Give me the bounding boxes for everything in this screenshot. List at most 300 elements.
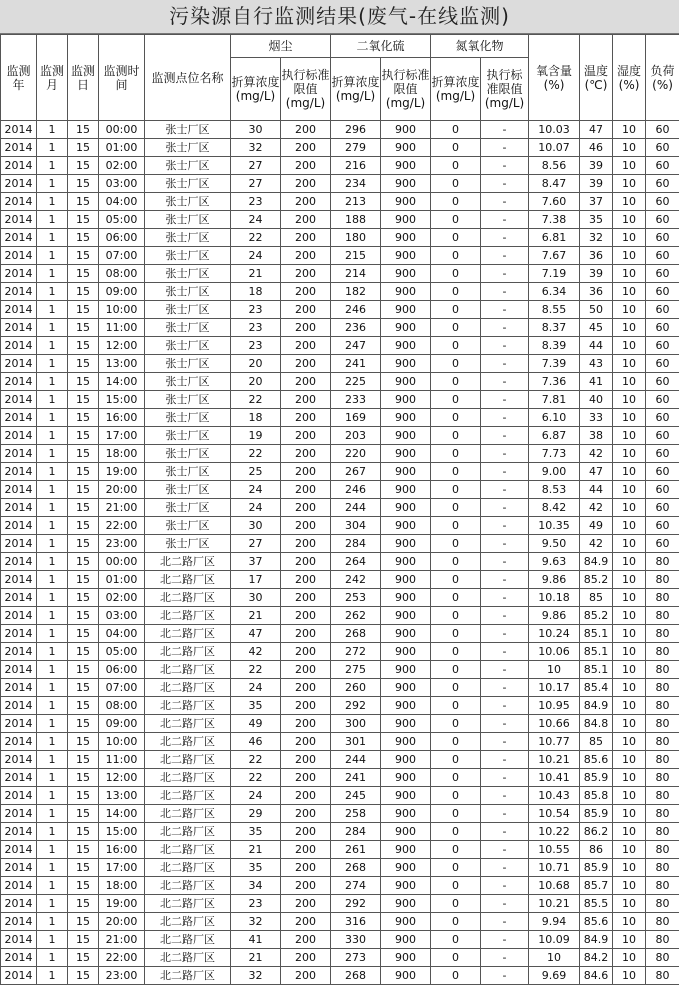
cell-nox-conv: 0 (431, 679, 481, 697)
cell-load: 60 (646, 463, 679, 481)
table-row (1, 463, 679, 481)
cell-nox-conv: 0 (431, 931, 481, 949)
cell-smoke-conv: 22 (231, 751, 281, 769)
cell-load: 60 (646, 481, 679, 499)
table-row (1, 157, 679, 175)
cell-smoke-conv: 21 (231, 265, 281, 283)
cell-humidity: 10 (613, 661, 646, 679)
cell-month: 1 (37, 445, 68, 463)
cell-oxygen: 10.71 (529, 859, 580, 877)
cell-site: 张士厂区 (145, 301, 231, 319)
cell-time: 05:00 (99, 211, 145, 229)
cell-humidity: 10 (613, 175, 646, 193)
cell-year: 2014 (1, 193, 37, 211)
cell-year: 2014 (1, 859, 37, 877)
table-row (1, 643, 679, 661)
cell-load: 60 (646, 265, 679, 283)
cell-oxygen: 7.36 (529, 373, 580, 391)
cell-oxygen: 10.18 (529, 589, 580, 607)
cell-smoke-conv: 24 (231, 247, 281, 265)
cell-temp: 38 (580, 427, 613, 445)
cell-temp: 36 (580, 247, 613, 265)
cell-time: 11:00 (99, 319, 145, 337)
cell-day: 15 (68, 895, 99, 913)
cell-day: 15 (68, 193, 99, 211)
cell-smoke-conv: 24 (231, 481, 281, 499)
table-row (1, 211, 679, 229)
cell-temp: 42 (580, 535, 613, 553)
cell-load: 60 (646, 409, 679, 427)
cell-smoke-limit: 200 (281, 247, 331, 265)
table-row (1, 481, 679, 499)
cell-day: 15 (68, 535, 99, 553)
cell-day: 15 (68, 787, 99, 805)
cell-nox-conv: 0 (431, 337, 481, 355)
cell-temp: 85.7 (580, 877, 613, 895)
cell-smoke-limit: 200 (281, 517, 331, 535)
table-row (1, 121, 679, 139)
cell-so2-limit: 900 (381, 949, 431, 967)
cell-month: 1 (37, 931, 68, 949)
cell-year: 2014 (1, 841, 37, 859)
cell-so2-conv: 275 (331, 661, 381, 679)
cell-smoke-conv: 32 (231, 139, 281, 157)
cell-site: 北二路厂区 (145, 733, 231, 751)
cell-so2-limit: 900 (381, 895, 431, 913)
cell-so2-conv: 268 (331, 859, 381, 877)
cell-load: 80 (646, 895, 679, 913)
table-row (1, 193, 679, 211)
cell-year: 2014 (1, 391, 37, 409)
cell-site: 北二路厂区 (145, 571, 231, 589)
cell-so2-limit: 900 (381, 157, 431, 175)
cell-temp: 45 (580, 319, 613, 337)
cell-month: 1 (37, 913, 68, 931)
cell-so2-conv: 225 (331, 373, 381, 391)
cell-temp: 41 (580, 373, 613, 391)
cell-temp: 39 (580, 265, 613, 283)
cell-month: 1 (37, 895, 68, 913)
cell-nox-conv: 0 (431, 895, 481, 913)
cell-humidity: 10 (613, 139, 646, 157)
table-row (1, 499, 679, 517)
cell-humidity: 10 (613, 589, 646, 607)
cell-temp: 85.9 (580, 769, 613, 787)
cell-humidity: 10 (613, 949, 646, 967)
cell-month: 1 (37, 247, 68, 265)
cell-smoke-conv: 30 (231, 517, 281, 535)
cell-year: 2014 (1, 715, 37, 733)
cell-nox-limit: - (481, 571, 529, 589)
cell-temp: 84.9 (580, 931, 613, 949)
cell-load: 80 (646, 607, 679, 625)
cell-time: 02:00 (99, 157, 145, 175)
cell-so2-conv: 247 (331, 337, 381, 355)
cell-so2-conv: 330 (331, 931, 381, 949)
cell-so2-conv: 279 (331, 139, 381, 157)
cell-nox-conv: 0 (431, 247, 481, 265)
cell-smoke-limit: 200 (281, 445, 331, 463)
cell-humidity: 10 (613, 895, 646, 913)
cell-time: 16:00 (99, 409, 145, 427)
cell-month: 1 (37, 859, 68, 877)
cell-nox-limit: - (481, 211, 529, 229)
cell-day: 15 (68, 571, 99, 589)
cell-smoke-limit: 200 (281, 265, 331, 283)
table-row (1, 373, 679, 391)
cell-time: 23:00 (99, 535, 145, 553)
cell-temp: 85 (580, 733, 613, 751)
cell-humidity: 10 (613, 157, 646, 175)
cell-day: 15 (68, 157, 99, 175)
cell-nox-limit: - (481, 247, 529, 265)
cell-month: 1 (37, 463, 68, 481)
table-row (1, 283, 679, 301)
table-row (1, 787, 679, 805)
cell-oxygen: 9.00 (529, 463, 580, 481)
cell-day: 15 (68, 823, 99, 841)
cell-temp: 85.2 (580, 571, 613, 589)
cell-load: 60 (646, 121, 679, 139)
cell-nox-conv: 0 (431, 409, 481, 427)
cell-month: 1 (37, 949, 68, 967)
cell-smoke-limit: 200 (281, 571, 331, 589)
cell-temp: 84.9 (580, 553, 613, 571)
cell-smoke-conv: 22 (231, 661, 281, 679)
cell-temp: 39 (580, 175, 613, 193)
cell-load: 80 (646, 571, 679, 589)
cell-site: 北二路厂区 (145, 769, 231, 787)
cell-month: 1 (37, 499, 68, 517)
cell-load: 60 (646, 427, 679, 445)
cell-temp: 86.2 (580, 823, 613, 841)
cell-humidity: 10 (613, 391, 646, 409)
cell-day: 15 (68, 967, 99, 985)
cell-smoke-limit: 200 (281, 751, 331, 769)
cell-site: 张士厂区 (145, 247, 231, 265)
cell-day: 15 (68, 409, 99, 427)
cell-nox-conv: 0 (431, 283, 481, 301)
cell-so2-limit: 900 (381, 229, 431, 247)
cell-temp: 84.6 (580, 967, 613, 985)
cell-so2-limit: 900 (381, 499, 431, 517)
cell-humidity: 10 (613, 643, 646, 661)
cell-day: 15 (68, 481, 99, 499)
cell-humidity: 10 (613, 373, 646, 391)
cell-time: 10:00 (99, 301, 145, 319)
cell-nox-conv: 0 (431, 553, 481, 571)
header-load: 负荷(%) (646, 35, 679, 121)
cell-oxygen: 6.81 (529, 229, 580, 247)
cell-month: 1 (37, 319, 68, 337)
cell-oxygen: 10.95 (529, 697, 580, 715)
cell-humidity: 10 (613, 625, 646, 643)
cell-smoke-conv: 34 (231, 877, 281, 895)
cell-load: 80 (646, 733, 679, 751)
cell-nox-limit: - (481, 121, 529, 139)
cell-load: 60 (646, 193, 679, 211)
cell-temp: 85.6 (580, 913, 613, 931)
header-so2-limit: 执行标准限值(mg/L) (381, 58, 431, 121)
cell-smoke-conv: 46 (231, 733, 281, 751)
cell-load: 60 (646, 229, 679, 247)
cell-smoke-limit: 200 (281, 589, 331, 607)
cell-humidity: 10 (613, 931, 646, 949)
cell-oxygen: 9.86 (529, 571, 580, 589)
cell-time: 15:00 (99, 823, 145, 841)
cell-temp: 36 (580, 283, 613, 301)
cell-site: 北二路厂区 (145, 823, 231, 841)
table-row (1, 931, 679, 949)
cell-nox-limit: - (481, 661, 529, 679)
cell-load: 80 (646, 805, 679, 823)
header-day: 监测日 (68, 35, 99, 121)
cell-humidity: 10 (613, 229, 646, 247)
cell-day: 15 (68, 949, 99, 967)
cell-time: 00:00 (99, 121, 145, 139)
cell-nox-limit: - (481, 679, 529, 697)
cell-nox-conv: 0 (431, 625, 481, 643)
cell-oxygen: 10.22 (529, 823, 580, 841)
cell-so2-limit: 900 (381, 427, 431, 445)
cell-nox-limit: - (481, 913, 529, 931)
cell-load: 80 (646, 841, 679, 859)
cell-so2-limit: 900 (381, 193, 431, 211)
cell-so2-limit: 900 (381, 535, 431, 553)
cell-humidity: 10 (613, 715, 646, 733)
cell-year: 2014 (1, 661, 37, 679)
cell-year: 2014 (1, 877, 37, 895)
cell-oxygen: 10.41 (529, 769, 580, 787)
cell-nox-conv: 0 (431, 805, 481, 823)
cell-day: 15 (68, 589, 99, 607)
table-row (1, 877, 679, 895)
monitoring-table (0, 34, 679, 985)
cell-smoke-conv: 19 (231, 427, 281, 445)
cell-year: 2014 (1, 445, 37, 463)
cell-temp: 85 (580, 589, 613, 607)
cell-month: 1 (37, 715, 68, 733)
cell-humidity: 10 (613, 859, 646, 877)
cell-smoke-limit: 200 (281, 481, 331, 499)
cell-so2-conv: 262 (331, 607, 381, 625)
cell-day: 15 (68, 139, 99, 157)
cell-site: 张士厂区 (145, 517, 231, 535)
cell-month: 1 (37, 877, 68, 895)
cell-nox-conv: 0 (431, 571, 481, 589)
cell-so2-limit: 900 (381, 247, 431, 265)
cell-humidity: 10 (613, 751, 646, 769)
cell-humidity: 10 (613, 877, 646, 895)
cell-time: 07:00 (99, 679, 145, 697)
cell-so2-limit: 900 (381, 409, 431, 427)
cell-nox-limit: - (481, 697, 529, 715)
cell-load: 80 (646, 859, 679, 877)
cell-nox-limit: - (481, 391, 529, 409)
cell-year: 2014 (1, 607, 37, 625)
cell-day: 15 (68, 301, 99, 319)
cell-smoke-limit: 200 (281, 607, 331, 625)
cell-year: 2014 (1, 247, 37, 265)
cell-oxygen: 6.10 (529, 409, 580, 427)
cell-year: 2014 (1, 157, 37, 175)
cell-smoke-conv: 41 (231, 931, 281, 949)
cell-so2-conv: 296 (331, 121, 381, 139)
cell-year: 2014 (1, 463, 37, 481)
cell-site: 张士厂区 (145, 211, 231, 229)
cell-humidity: 10 (613, 841, 646, 859)
cell-smoke-limit: 200 (281, 283, 331, 301)
cell-nox-limit: - (481, 499, 529, 517)
cell-time: 10:00 (99, 733, 145, 751)
cell-so2-limit: 900 (381, 355, 431, 373)
table-row (1, 535, 679, 553)
cell-humidity: 10 (613, 769, 646, 787)
cell-so2-conv: 241 (331, 769, 381, 787)
cell-temp: 39 (580, 157, 613, 175)
cell-load: 60 (646, 175, 679, 193)
cell-day: 15 (68, 697, 99, 715)
cell-temp: 84.9 (580, 697, 613, 715)
cell-smoke-conv: 23 (231, 895, 281, 913)
table-row (1, 679, 679, 697)
cell-nox-conv: 0 (431, 481, 481, 499)
cell-load: 60 (646, 247, 679, 265)
cell-time: 03:00 (99, 607, 145, 625)
cell-humidity: 10 (613, 913, 646, 931)
cell-humidity: 10 (613, 409, 646, 427)
cell-smoke-limit: 200 (281, 913, 331, 931)
cell-year: 2014 (1, 301, 37, 319)
cell-load: 80 (646, 877, 679, 895)
cell-nox-limit: - (481, 733, 529, 751)
cell-humidity: 10 (613, 607, 646, 625)
cell-so2-limit: 900 (381, 463, 431, 481)
cell-time: 07:00 (99, 247, 145, 265)
cell-month: 1 (37, 229, 68, 247)
cell-site: 张士厂区 (145, 355, 231, 373)
cell-time: 13:00 (99, 787, 145, 805)
cell-nox-limit: - (481, 931, 529, 949)
cell-oxygen: 9.63 (529, 553, 580, 571)
cell-smoke-conv: 35 (231, 859, 281, 877)
table-row (1, 571, 679, 589)
cell-so2-limit: 900 (381, 661, 431, 679)
cell-nox-limit: - (481, 229, 529, 247)
cell-humidity: 10 (613, 211, 646, 229)
cell-smoke-conv: 22 (231, 391, 281, 409)
cell-day: 15 (68, 283, 99, 301)
cell-load: 80 (646, 589, 679, 607)
header-oxygen: 氧含量(%) (529, 35, 580, 121)
cell-nox-limit: - (481, 607, 529, 625)
cell-nox-conv: 0 (431, 535, 481, 553)
cell-site: 张士厂区 (145, 535, 231, 553)
cell-site: 北二路厂区 (145, 841, 231, 859)
cell-so2-limit: 900 (381, 769, 431, 787)
cell-year: 2014 (1, 337, 37, 355)
table-row (1, 229, 679, 247)
cell-day: 15 (68, 643, 99, 661)
cell-oxygen: 10.24 (529, 625, 580, 643)
cell-time: 00:00 (99, 553, 145, 571)
cell-site: 张士厂区 (145, 139, 231, 157)
cell-year: 2014 (1, 931, 37, 949)
cell-nox-conv: 0 (431, 877, 481, 895)
cell-day: 15 (68, 715, 99, 733)
cell-site: 北二路厂区 (145, 553, 231, 571)
cell-month: 1 (37, 265, 68, 283)
cell-load: 80 (646, 553, 679, 571)
cell-oxygen: 6.87 (529, 427, 580, 445)
cell-oxygen: 7.60 (529, 193, 580, 211)
cell-smoke-limit: 200 (281, 175, 331, 193)
cell-so2-limit: 900 (381, 823, 431, 841)
cell-oxygen: 8.56 (529, 157, 580, 175)
cell-so2-limit: 900 (381, 283, 431, 301)
cell-year: 2014 (1, 535, 37, 553)
table-row (1, 301, 679, 319)
cell-nox-conv: 0 (431, 445, 481, 463)
table-row (1, 823, 679, 841)
table-row (1, 319, 679, 337)
cell-year: 2014 (1, 967, 37, 985)
cell-smoke-conv: 21 (231, 841, 281, 859)
cell-month: 1 (37, 139, 68, 157)
cell-time: 09:00 (99, 283, 145, 301)
cell-nox-limit: - (481, 643, 529, 661)
cell-so2-limit: 900 (381, 877, 431, 895)
cell-site: 张士厂区 (145, 445, 231, 463)
cell-so2-conv: 233 (331, 391, 381, 409)
cell-smoke-conv: 22 (231, 445, 281, 463)
cell-smoke-limit: 200 (281, 139, 331, 157)
cell-nox-conv: 0 (431, 427, 481, 445)
cell-day: 15 (68, 337, 99, 355)
cell-site: 北二路厂区 (145, 751, 231, 769)
cell-so2-limit: 900 (381, 679, 431, 697)
cell-temp: 84.2 (580, 949, 613, 967)
cell-so2-limit: 900 (381, 715, 431, 733)
cell-smoke-limit: 200 (281, 211, 331, 229)
cell-smoke-limit: 200 (281, 301, 331, 319)
header-temp: 温度(℃) (580, 35, 613, 121)
cell-month: 1 (37, 967, 68, 985)
cell-load: 60 (646, 517, 679, 535)
cell-nox-conv: 0 (431, 967, 481, 985)
cell-so2-conv: 220 (331, 445, 381, 463)
cell-oxygen: 7.81 (529, 391, 580, 409)
cell-load: 80 (646, 769, 679, 787)
header-nox-conv: 折算浓度(mg/L) (431, 58, 481, 121)
cell-so2-limit: 900 (381, 571, 431, 589)
cell-day: 15 (68, 913, 99, 931)
cell-temp: 85.9 (580, 859, 613, 877)
cell-oxygen: 7.39 (529, 355, 580, 373)
cell-humidity: 10 (613, 517, 646, 535)
cell-year: 2014 (1, 517, 37, 535)
cell-nox-conv: 0 (431, 913, 481, 931)
cell-year: 2014 (1, 625, 37, 643)
cell-load: 60 (646, 391, 679, 409)
cell-month: 1 (37, 751, 68, 769)
cell-so2-conv: 272 (331, 643, 381, 661)
cell-load: 60 (646, 139, 679, 157)
cell-temp: 32 (580, 229, 613, 247)
cell-oxygen: 10.09 (529, 931, 580, 949)
cell-so2-conv: 215 (331, 247, 381, 265)
cell-load: 60 (646, 373, 679, 391)
